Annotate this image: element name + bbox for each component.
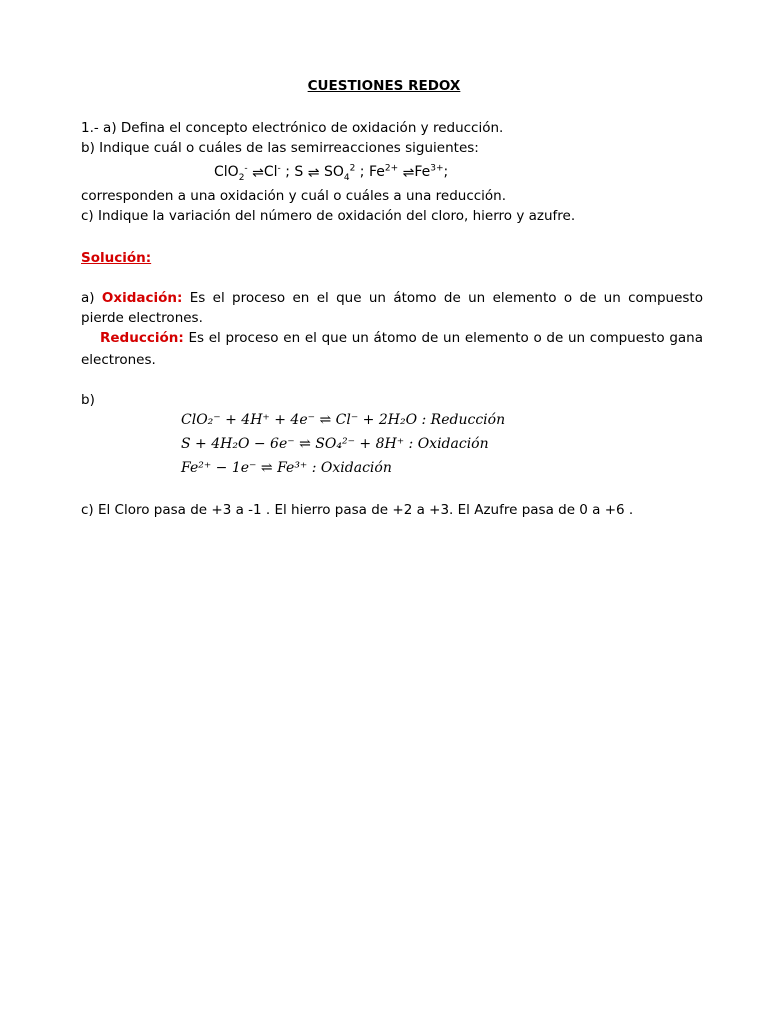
question-1a: 1.- a) Defina el concepto electrónico de oxidación y reducción. — [81, 120, 504, 136]
question-1b: b) Indique cuál o cuáles de las semirreacciones siguientes: — [81, 140, 479, 156]
half-reactions-list: ClO$_2$- ⇌Cl- ; S ⇌ $SO_4^2$ ; $Fe^{2+}$ $\rightleftharpoons Fe^{3+}$; — [214, 163, 449, 183]
part-b-label: b) — [81, 392, 95, 408]
equation-oxidation-iron: Fe²⁺ − 1e⁻ ⇌ Fe³⁺ : Oxidación — [181, 460, 392, 476]
oxidation-definition-line-1: a) Oxidación: Es el proceso en el que un átomo de un elemento o de un compuesto — [81, 290, 703, 306]
equilibrium-arrow-icon: ⇌ — [252, 165, 264, 181]
oxidation-definition-line-2: pierde electrones. — [81, 310, 203, 326]
reduction-definition-line-1: Reducción: Es el proceso en el que un átomo de un elemento o de un compuesto gana — [100, 330, 703, 346]
part-c-answer: c) El Cloro pasa de +3 a -1 . El hierro pasa de +2 a +3. El Azufre pasa de 0 a +6 . — [81, 502, 634, 518]
question-1c: c) Indique la variación del número de oxidación del cloro, hierro y azufre. — [81, 208, 576, 224]
equation-oxidation-sulfur: S + 4H₂O − 6e⁻ ⇌ SO₄²⁻ + 8H⁺ : Oxidación — [181, 436, 489, 452]
equilibrium-arrow-icon: ⇌ — [402, 165, 415, 181]
equation-reduction-chlorine: ClO₂⁻ + 4H⁺ + 4e⁻ ⇌ Cl⁻ + 2H₂O : Reducción — [181, 412, 506, 428]
reduction-definition-line-2: electrones. — [81, 352, 156, 368]
equilibrium-arrow-icon: ⇌ — [307, 165, 320, 181]
page-title: CUESTIONES REDOX — [307, 78, 461, 94]
question-1b-continuation: corresponden a una oxidación y cuál o cuáles a una reducción. — [81, 188, 507, 204]
solution-heading: Solución: — [81, 250, 152, 266]
